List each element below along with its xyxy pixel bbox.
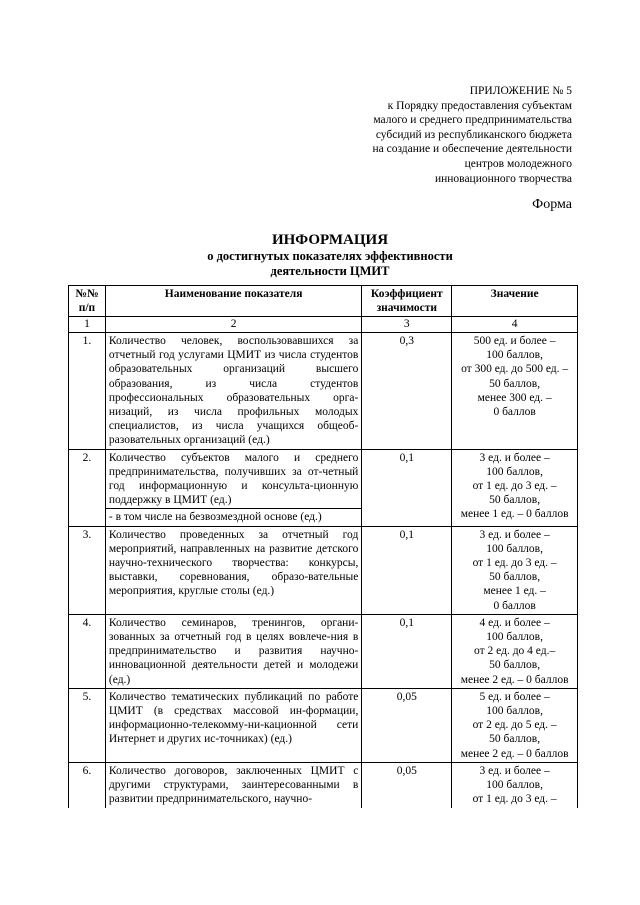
appendix-line: центров молодежного — [464, 157, 572, 170]
table-row — [69, 526, 578, 614]
column-index-row — [69, 317, 578, 333]
row-coef: 0,1 — [362, 526, 452, 614]
header-num: №№ п/п — [69, 286, 106, 317]
row-value: 500 ед. и более – 100 баллов, от 300 ед. до 500 ед. – 50 баллов, менее 300 ед. – 0 баллов — [452, 333, 578, 450]
appendix-line: к Порядку предоставления субъектам — [387, 99, 572, 112]
appendix-line: инновационного творчества — [434, 172, 572, 185]
title-line-1: ИНФОРМАЦИЯ — [271, 232, 389, 248]
row-num: 6. — [69, 762, 106, 807]
row-name: Количество проведенных за отчетный год мероприятий, направленных на развитие детского научно-технического творчества: конкурсы, выставки, соревнования, образо-вательные мероприятия, круглые столы (ед.) — [105, 526, 361, 614]
appendix-line: на создание и обеспечение деятельности — [372, 143, 572, 156]
row-coef: 0,3 — [362, 333, 452, 450]
title-line-3: деятельности ЦМИТ — [270, 264, 390, 278]
header-value: Значение — [452, 286, 578, 317]
indicators-table — [68, 285, 578, 808]
column-index: 2 — [105, 317, 361, 333]
column-index: 4 — [452, 317, 578, 333]
column-index: 3 — [362, 317, 452, 333]
table-row — [69, 762, 578, 807]
row-value: 5 ед. и более – 100 баллов, от 2 ед. до 5 ед. – 50 баллов, менее 2 ед. – 0 баллов — [452, 688, 578, 762]
row-value: 4 ед. и более – 100 баллов, от 2 ед. до 4 ед.– 50 баллов, менее 2 ед. – 0 баллов — [452, 614, 578, 688]
table-header-row — [69, 286, 578, 317]
row-value: 3 ед. и более – 100 баллов, от 1 ед. до 3 ед. – — [452, 762, 578, 807]
row-name: Количество человек, воспользовавшихся за отчетный год услугами ЦМИТ из числа студентов образовательных организаций высшего образования, из числа студентов профессиональных образовательных орга-низаций, из числа профильных молодых специалистов, из числа учащихся общеоб-разовательных организаций (ед.) — [105, 333, 361, 450]
appendix-line: ПРИЛОЖЕНИЕ № 5 — [469, 85, 572, 97]
row-num: 2. — [69, 449, 106, 526]
table-row — [69, 688, 578, 762]
title-line-2: о достигнутых показателях эффективности — [207, 249, 453, 263]
row-name: Количество договоров, заключенных ЦМИТ с другими структурами, заинтересованными в развитии предпринимательского, научно- — [105, 762, 361, 807]
table-row — [69, 614, 578, 688]
table-row — [69, 449, 578, 509]
row-num: 3. — [69, 526, 106, 614]
row-num: 1. — [69, 333, 106, 450]
row-num: 4. — [69, 614, 106, 688]
table-row — [69, 333, 578, 450]
header-name: Наименование показателя — [105, 286, 361, 317]
appendix-line: субсидий из республиканского бюджета — [375, 128, 572, 141]
row-num: 5. — [69, 688, 106, 762]
row-name: Количество тематических публикаций по работе ЦМИТ (в средствах массовой ин-формации, информационно-телекомму-ни-кационной сети Интернет и других ис-точниках) (ед.) — [105, 688, 361, 762]
row-coef: 0,05 — [362, 762, 452, 807]
row-value: 3 ед. и более – 100 баллов, от 1 ед. до 3 ед. – 50 баллов, менее 1 ед. – 0 баллов — [452, 449, 578, 526]
row-subname: - в том числе на безвозмездной основе (ед.) — [105, 509, 361, 526]
appendix-line: малого и среднего предпринимательства — [373, 114, 572, 127]
row-name: Количество семинаров, тренингов, органи-зованных за отчетный год в целях вовлече-ния в предпринимательство и развития научно-инновационной деятельности детей и молодежи (ед.) — [105, 614, 361, 688]
header-coef: Коэффициент значимости — [362, 286, 452, 317]
document-title — [100, 231, 560, 279]
form-label: Форма — [532, 197, 572, 212]
row-value: 3 ед. и более – 100 баллов, от 1 ед. до 3 ед. – 50 баллов, менее 1 ед. – 0 баллов — [452, 526, 578, 614]
row-name: Количество субъектов малого и среднего предпринимательства, получивших за от-четный год информационную и консульта-ционную поддержку в ЦМИТ (ед.) — [105, 449, 361, 509]
row-coef: 0,1 — [362, 449, 452, 526]
row-coef: 0,05 — [362, 688, 452, 762]
appendix-block — [300, 84, 572, 186]
column-index: 1 — [69, 317, 106, 333]
row-coef: 0,1 — [362, 614, 452, 688]
